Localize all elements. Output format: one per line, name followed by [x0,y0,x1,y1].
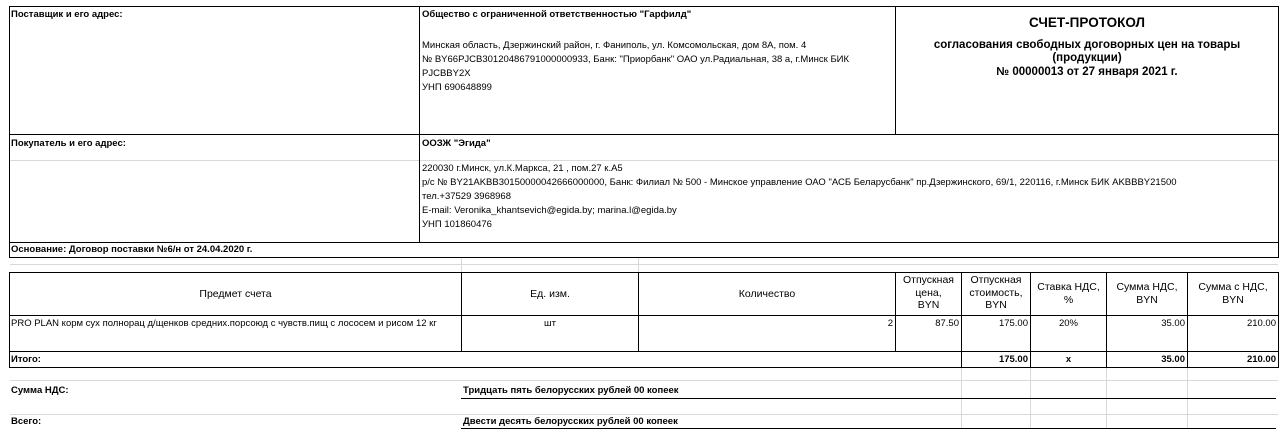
header-total-line: BYN [1222,293,1244,306]
row-vat-sum: 35.00 [1161,318,1185,329]
totals-vat-sum: 35.00 [1161,354,1185,365]
header-vat-sum [1107,281,1187,306]
header-cost [962,274,1030,312]
document-subtitle-product: (продукции) [1052,52,1122,64]
header-price [896,274,961,312]
buyer-unp-line: УНП 101860476 [422,219,492,230]
header-unit: Ед. изм. [530,288,570,300]
header-vat-sum-line: BYN [1136,293,1158,306]
header-price-line: цена, [915,286,942,299]
row-price: 87.50 [935,318,959,329]
total-label: Всего: [11,416,42,427]
supplier-label: Поставщик и его адрес: [11,9,123,20]
buyer-account-line: р/с № BY21AKBB30150000042666000000, Банк: Филиал № 500 - Минское управление ОАО "АСБ Беларусбанк" пр.Дзержинского, 69/1, 220116, г.Минск БИК AKBBBY21500 [422,177,1177,188]
basis-line: Основание: Договор поставки №6/н от 24.04.2020 г. [11,244,253,255]
header-cost-line: BYN [985,299,1007,311]
vat-sum-label: Сумма НДС: [11,385,69,396]
buyer-name: ООЗЖ "Эгида" [422,138,491,149]
totals-cost: 175.00 [998,354,1028,365]
supplier-account-line: № BY66PJCB30120486791000000933, Банк: "Приорбанк" ОАО ул.Радиальная, 38 а, г.Минск БИК [422,54,850,65]
totals-vat-rate: x [1065,354,1072,365]
header-vat-rate-line: Ставка НДС, [1037,281,1100,293]
header-total-line: Сумма с НДС, [1198,281,1268,293]
buyer-phone-line: тел.+37529 3968968 [422,191,511,202]
vat-sum-words: Тридцать пять белорусских рублей 00 копеек [463,385,679,396]
row-quantity: 2 [887,318,893,329]
document-subtitle: согласования свободных договорных цен на товары [933,39,1241,51]
row-vat-rate: 20% [1058,318,1078,329]
totals-total: 210.00 [1246,354,1276,365]
header-vat-sum-line: Сумма НДС, [1116,281,1178,293]
supplier-address-line: Минская область, Дзержинский район, г. Фаниполь, ул. Комсомольская, дом 8А, пом. 4 [422,40,807,51]
supplier-name: Общество с ограниченной ответственностью "Гарфилд" [422,9,692,20]
header-cost-line: Отпускная [970,274,1022,286]
buyer-label: Покупатель и его адрес: [11,138,126,149]
row-cost: 175.00 [998,318,1028,329]
buyer-email-line: E-mail: Veronika_khantsevich@egida.by; marina.l@egida.by [422,205,677,216]
totals-label: Итого: [11,354,41,365]
row-item: PRO PLAN корм сух полнорац д/щенков средних.порсоюд с чувств.пищ с лососем и рисом 12 кг [11,318,437,329]
row-total: 210.00 [1246,318,1276,329]
header-price-line: BYN [917,299,940,311]
header-vat-rate [1031,281,1106,306]
header-total [1188,281,1278,306]
header-cost-line: стоимость, [969,286,1023,299]
header-price-line: Отпускная [903,274,954,286]
supplier-unp-line: УНП 690648899 [422,82,492,93]
header-vat-rate-line: % [1063,293,1074,306]
header-quantity: Количество [738,288,796,300]
buyer-address-line: 220030 г.Минск, ул.К.Маркса, 21 , пом.27 к.А5 [422,163,623,174]
total-words: Двести десять белорусских рублей 00 копеек [463,416,678,427]
supplier-bic-line: PJCBBY2X [422,68,471,79]
row-unit: шт [544,318,556,329]
document-number: № 00000013 от 27 января 2021 г. [996,66,1178,78]
header-item: Предмет счета [199,288,272,300]
document-title: СЧЕТ-ПРОТОКОЛ [1029,15,1145,30]
